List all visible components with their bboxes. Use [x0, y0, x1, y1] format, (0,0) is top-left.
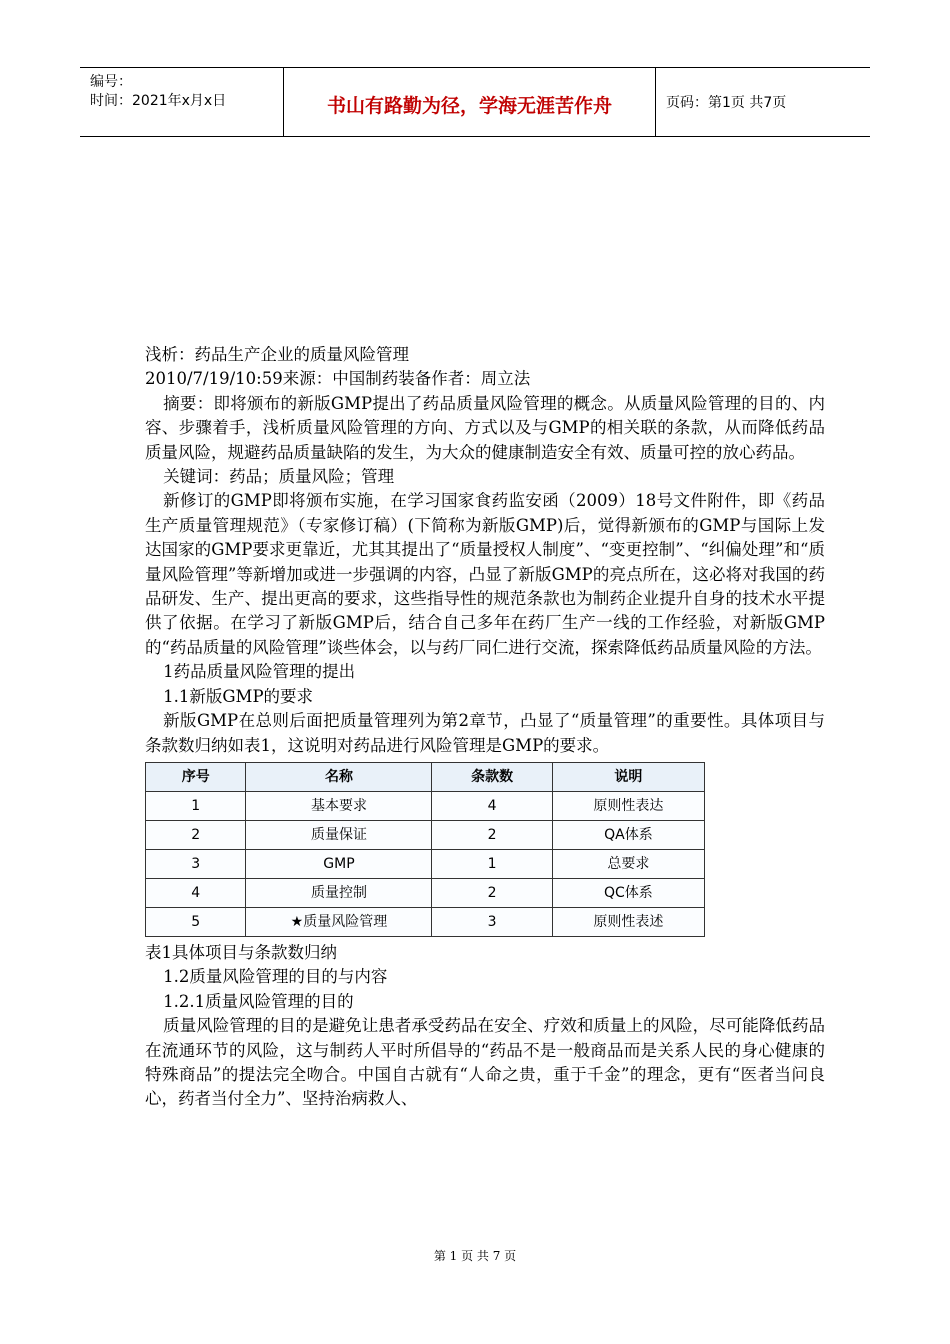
table-cell: 3	[432, 907, 552, 936]
table-cell: 质量控制	[246, 878, 432, 907]
table-cell: QA体系	[552, 820, 704, 849]
header-meta	[80, 68, 284, 136]
clause-table	[145, 762, 705, 937]
table-cell: 1	[146, 791, 246, 820]
table-cell: GMP	[246, 849, 432, 878]
table-row	[146, 820, 705, 849]
section-heading-1-2: 1.2质量风险管理的目的与内容	[163, 967, 388, 987]
header-motto: 书山有路勤为径，学海无涯苦作舟	[326, 94, 612, 117]
header-page-info: 页码：第1页 共7页	[666, 95, 787, 111]
page-footer: 第 1 页 共 7 页	[433, 1249, 517, 1263]
table-cell: 总要求	[552, 849, 704, 878]
table-caption: 表1具体项目与条款数归纳	[145, 942, 337, 962]
paragraph-1-2-1: 质量风险管理的目的是避免让患者承受药品在安全、疗效和质量上的风险，尽可能降低药品在流通环节的风险，这与制药人平时所倡导的“药品不是一般商品而是关系人民的身心健康的特殊商品”的提法完全吻合。中国自古就有“人命之贵，重于千金”的理念，更有“医者当问良心，药者当付全力”、坚持治病救人、	[145, 1016, 825, 1109]
table-cell: 4	[146, 878, 246, 907]
page-header	[80, 67, 870, 137]
table-cell: QC体系	[552, 878, 704, 907]
article-body	[145, 343, 825, 1112]
table-cell: 4	[432, 791, 552, 820]
table-header-cell: 说明	[552, 762, 704, 791]
table-cell: 原则性表达	[552, 791, 704, 820]
table-cell: 3	[146, 849, 246, 878]
table-row	[146, 878, 705, 907]
table-cell: 5	[146, 907, 246, 936]
table-cell: 基本要求	[246, 791, 432, 820]
article-keywords: 关键词：药品；质量风险；管理	[163, 467, 395, 487]
table-cell: 2	[432, 820, 552, 849]
article-abstract: 摘要：即将颁布的新版GMP提出了药品质量风险管理的概念。从质量风险管理的目的、内容、步骤着手，浅析质量风险管理的方向、方式以及与GMP的相关联的条款，从而降低药品质量风险，规避药品质量缺陷的发生，为大众的健康制造安全有效、质量可控的放心药品。	[145, 393, 825, 462]
table-header-row	[146, 762, 705, 791]
section-heading-1: 1药品质量风险管理的提出	[163, 662, 356, 682]
header-number: 编号：	[90, 74, 132, 90]
table-header-cell: 名称	[246, 762, 432, 791]
section-heading-1-1: 1.1新版GMP的要求	[163, 686, 314, 706]
article-intro: 新修订的GMP即将颁布实施，在学习国家食药监安函（2009）18号文件附件，即《药品生产质量管理规范》（专家修订稿）(下简称为新版GMP)后，觉得新颁布的GMP与国际上发达国家的GMP要求更靠近，尤其其提出了“质量授权人制度”、“变更控制”、“纠偏处理”和“质量风险管理”等新增加或进一步强调的内容，凸显了新版GMP的亮点所在，这必将对我国的药品研发、生产、提出更高的要求，这些指导性的规范条款也为制药企业提升自身的技术水平提供了依据。在学习了新版GMP后，结合自己多年在药厂生产一线的工作经验，对新版GMP的“药品质量的风险管理”谈些体会，以与药厂同仁进行交流，探索降低药品质量风险的方法。	[145, 491, 825, 657]
article-title: 浅析：药品生产企业的质量风险管理	[145, 345, 409, 364]
table-cell: 质量保证	[246, 820, 432, 849]
table-cell: 1	[432, 849, 552, 878]
section-heading-1-2-1: 1.2.1质量风险管理的目的	[163, 991, 354, 1011]
table-row	[146, 907, 705, 936]
table-cell: 原则性表述	[552, 907, 704, 936]
header-motto-cell	[284, 68, 656, 136]
article-meta: 2010/7/19/10:59来源：中国制药装备作者：周立法	[145, 369, 531, 389]
table-cell: 2	[432, 878, 552, 907]
table-row	[146, 791, 705, 820]
table-row	[146, 849, 705, 878]
table-header-cell: 条款数	[432, 762, 552, 791]
table-cell: 2	[146, 820, 246, 849]
paragraph-1-1: 新版GMP在总则后面把质量管理列为第2章节，凸显了“质量管理”的重要性。具体项目与条款数归纳如表1，这说明对药品进行风险管理是GMP的要求。	[145, 711, 825, 755]
table-header-cell: 序号	[146, 762, 246, 791]
header-time: 时间：2021年x月x日	[90, 93, 227, 109]
table-cell: ★质量风险管理	[246, 907, 432, 936]
